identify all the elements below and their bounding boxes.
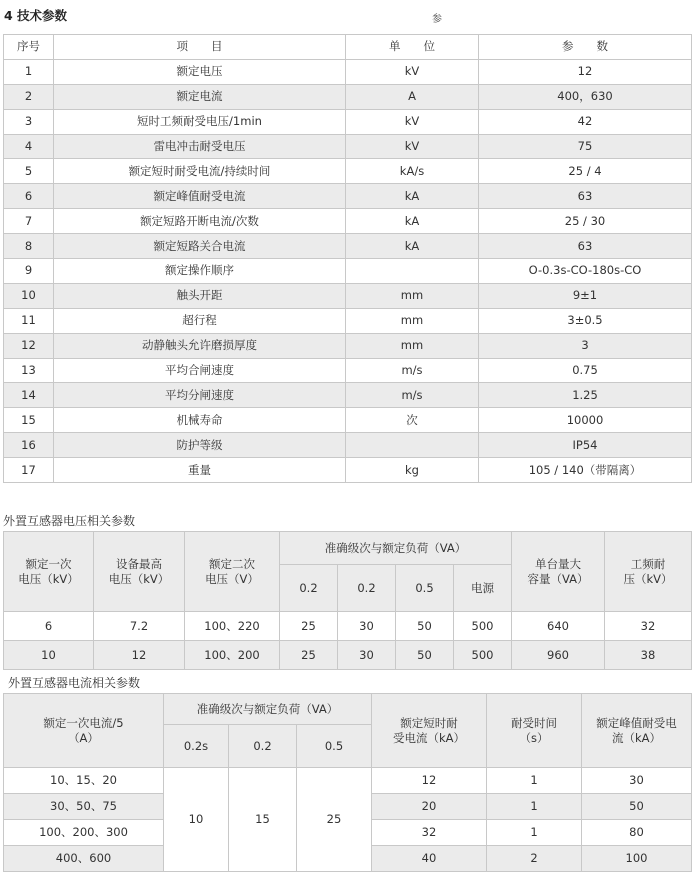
spec-unit: kV [346, 134, 479, 159]
spec-value: 0.75 [479, 358, 692, 383]
spec-value: 3 [479, 333, 692, 358]
spec-index: 12 [4, 333, 54, 358]
spec-row [4, 383, 692, 408]
ct-cell: 1 [487, 794, 582, 820]
ct-cell: 100、200、300 [4, 820, 164, 846]
ct-cell: 30、50、75 [4, 794, 164, 820]
pt-header-max-voltage: 设备最高 电压（kV） [94, 532, 185, 612]
spec-row [4, 109, 692, 134]
spec-item: 额定电流 [54, 84, 346, 109]
spec-item: 额定操作顺序 [54, 259, 346, 284]
pt-cell: 10 [4, 641, 94, 670]
spec-row [4, 358, 692, 383]
spec-item: 重量 [54, 458, 346, 483]
pt-cell: 500 [454, 641, 512, 670]
spec-value: 12 [479, 59, 692, 84]
ct-subheader: 0.5 [297, 725, 372, 768]
spec-unit: kg [346, 458, 479, 483]
spec-index: 2 [4, 84, 54, 109]
ct-header-peak: 额定峰值耐受电 流（kA） [582, 694, 692, 768]
ct-cell: 40 [372, 846, 487, 872]
spec-index: 1 [4, 59, 54, 84]
ct-cell: 12 [372, 768, 487, 794]
pt-cell: 32 [605, 612, 692, 641]
spec-value: 105 / 140（带隔离） [479, 458, 692, 483]
pt-cell: 38 [605, 641, 692, 670]
pt-header-primary-voltage: 额定一次 电压（kV） [4, 532, 94, 612]
spec-value: 1.25 [479, 383, 692, 408]
ct-header-primary-current: 额定一次电流/5 （A） [4, 694, 164, 768]
spec-index: 17 [4, 458, 54, 483]
ct-header-time: 耐受时间 （s） [487, 694, 582, 768]
pt-table [3, 531, 692, 670]
spec-index: 5 [4, 159, 54, 184]
pt-row [4, 612, 692, 641]
pt-cell: 7.2 [94, 612, 185, 641]
spec-item: 触头开距 [54, 283, 346, 308]
spec-index: 15 [4, 408, 54, 433]
pt-cell: 100、220 [185, 612, 280, 641]
ct-merged-cell: 10 [164, 768, 229, 872]
pt-cell: 30 [338, 641, 396, 670]
spec-unit: 次 [346, 408, 479, 433]
pt-header-power-freq: 工频耐 压（kV） [605, 532, 692, 612]
pt-header-max-capacity: 单台量大 容量（VA） [512, 532, 605, 612]
spec-unit [346, 433, 479, 458]
spec-value: 75 [479, 134, 692, 159]
ct-row [4, 768, 692, 794]
spec-index: 7 [4, 209, 54, 234]
spec-item: 额定峰值耐受电流 [54, 184, 346, 209]
ct-cell: 50 [582, 794, 692, 820]
spec-row [4, 234, 692, 259]
spec-item: 平均合闸速度 [54, 358, 346, 383]
pt-subheader: 0.2 [338, 565, 396, 612]
spec-value: IP54 [479, 433, 692, 458]
spec-table-header [4, 35, 692, 60]
spec-row [4, 59, 692, 84]
ct-subheader: 0.2s [164, 725, 229, 768]
spec-unit: A [346, 84, 479, 109]
spec-value: 25 / 4 [479, 159, 692, 184]
spec-row [4, 84, 692, 109]
spec-row [4, 308, 692, 333]
pt-cell: 25 [280, 641, 338, 670]
spec-unit: m/s [346, 358, 479, 383]
ct-cell: 20 [372, 794, 487, 820]
pt-subheader: 电源 [454, 565, 512, 612]
ct-cell: 100 [582, 846, 692, 872]
spec-index: 4 [4, 134, 54, 159]
pt-cell: 6 [4, 612, 94, 641]
pt-subheader: 0.5 [396, 565, 454, 612]
spec-item: 超行程 [54, 308, 346, 333]
ct-cell: 80 [582, 820, 692, 846]
pt-cell: 640 [512, 612, 605, 641]
spec-value: 10000 [479, 408, 692, 433]
spec-value: 3±0.5 [479, 308, 692, 333]
spec-row [4, 408, 692, 433]
spec-index: 9 [4, 259, 54, 284]
ct-merged-cell: 25 [297, 768, 372, 872]
spec-row [4, 184, 692, 209]
spec-value: 25 / 30 [479, 209, 692, 234]
spec-index: 16 [4, 433, 54, 458]
ct-cell: 400、600 [4, 846, 164, 872]
spec-header-cell: 项 目 [54, 35, 346, 60]
ct-cell: 1 [487, 768, 582, 794]
ct-cell: 10、15、20 [4, 768, 164, 794]
spec-row [4, 134, 692, 159]
spec-index: 11 [4, 308, 54, 333]
pt-section-title: 外置互感器电压相关参数 [3, 514, 136, 528]
spec-unit: kV [346, 109, 479, 134]
spec-item: 额定短路关合电流 [54, 234, 346, 259]
spec-index: 3 [4, 109, 54, 134]
spec-row [4, 433, 692, 458]
ct-cell: 1 [487, 820, 582, 846]
ct-cell: 2 [487, 846, 582, 872]
spec-item: 额定短时耐受电流/持续时间 [54, 159, 346, 184]
spec-item: 雷电冲击耐受电压 [54, 134, 346, 159]
spec-unit: kA [346, 184, 479, 209]
pt-header-accuracy-group: 准确级次与额定负荷（VA） [280, 532, 512, 565]
pt-cell: 50 [396, 641, 454, 670]
spec-value: 63 [479, 184, 692, 209]
spec-unit: kV [346, 59, 479, 84]
spec-item: 短时工频耐受电压/1min [54, 109, 346, 134]
ct-subheader: 0.2 [229, 725, 297, 768]
pt-cell: 25 [280, 612, 338, 641]
spec-value: O-0.3s-CO-180s-CO [479, 259, 692, 284]
spec-index: 14 [4, 383, 54, 408]
spec-header-cell: 参 数 [479, 35, 692, 60]
spec-unit: mm [346, 283, 479, 308]
pt-subheader: 0.2 [280, 565, 338, 612]
pt-cell: 500 [454, 612, 512, 641]
spec-table [3, 34, 692, 483]
spec-header-cell: 单 位 [346, 35, 479, 60]
spec-item: 防护等级 [54, 433, 346, 458]
ct-header-accuracy-group: 准确级次与额定负荷（VA） [164, 694, 372, 725]
pt-cell: 12 [94, 641, 185, 670]
spec-unit: kA [346, 209, 479, 234]
spec-item: 机械寿命 [54, 408, 346, 433]
pt-row [4, 641, 692, 670]
ct-cell: 30 [582, 768, 692, 794]
pt-cell: 960 [512, 641, 605, 670]
ct-table [3, 693, 692, 872]
spec-header-cell: 序号 [4, 35, 54, 60]
spec-value: 63 [479, 234, 692, 259]
spec-index: 13 [4, 358, 54, 383]
spec-index: 8 [4, 234, 54, 259]
stray-character: 参 [432, 14, 442, 25]
spec-index: 6 [4, 184, 54, 209]
spec-index: 10 [4, 283, 54, 308]
spec-item: 额定电压 [54, 59, 346, 84]
spec-row [4, 159, 692, 184]
spec-row [4, 458, 692, 483]
section-heading: 4 技术参数 [4, 8, 68, 23]
spec-row [4, 333, 692, 358]
spec-item: 动静触头允许磨损厚度 [54, 333, 346, 358]
ct-merged-cell: 15 [229, 768, 297, 872]
ct-section-title: 外置互感器电流相关参数 [8, 676, 141, 690]
spec-value: 42 [479, 109, 692, 134]
spec-unit [346, 259, 479, 284]
spec-row [4, 209, 692, 234]
spec-unit: kA [346, 234, 479, 259]
spec-row [4, 259, 692, 284]
pt-cell: 30 [338, 612, 396, 641]
spec-unit: m/s [346, 383, 479, 408]
ct-header-short-time: 额定短时耐 受电流（kA） [372, 694, 487, 768]
ct-cell: 32 [372, 820, 487, 846]
spec-unit: mm [346, 333, 479, 358]
pt-cell: 100、200 [185, 641, 280, 670]
spec-row [4, 283, 692, 308]
pt-header-secondary-voltage: 额定二次 电压（V） [185, 532, 280, 612]
pt-cell: 50 [396, 612, 454, 641]
spec-value: 400，630 [479, 84, 692, 109]
spec-unit: kA/s [346, 159, 479, 184]
spec-item: 平均分闸速度 [54, 383, 346, 408]
spec-item: 额定短路开断电流/次数 [54, 209, 346, 234]
spec-unit: mm [346, 308, 479, 333]
spec-value: 9±1 [479, 283, 692, 308]
